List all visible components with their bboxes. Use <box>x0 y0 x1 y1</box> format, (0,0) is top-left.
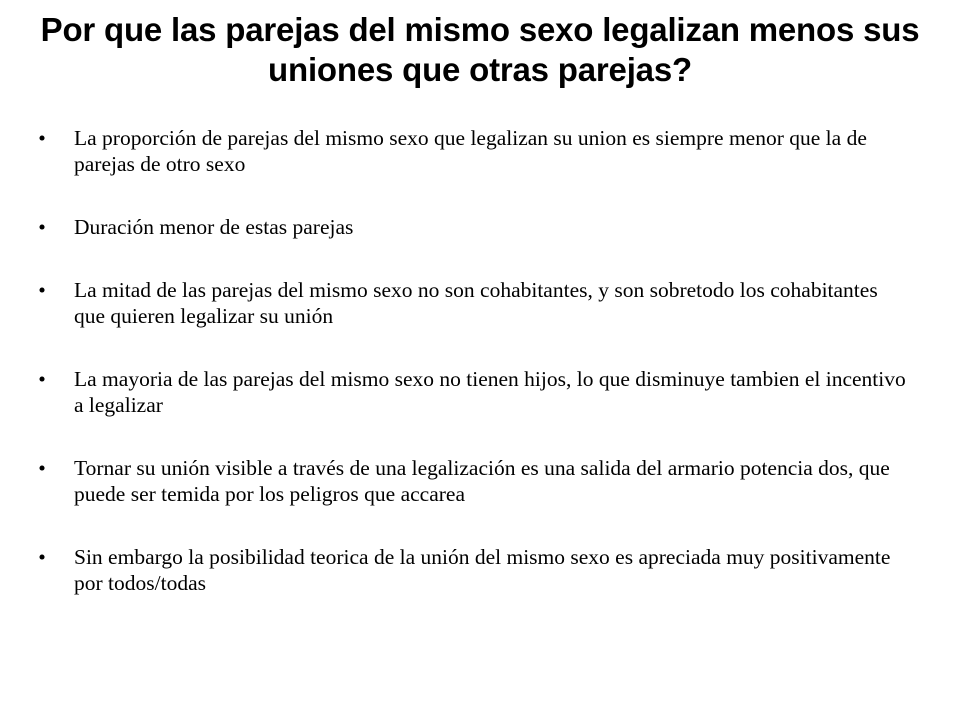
bullet-text-5: Tornar su unión visible a través de una legalización es una salida del armario potencia dos, que puede ser temida por los peligros que accarea <box>74 456 890 506</box>
bullet-text-4: La mayoria de las parejas del mismo sexo no tienen hijos, lo que disminuye tambien el incentivo a legalizar <box>74 367 906 417</box>
bullet-item-5 <box>32 455 912 507</box>
bullet-text-1: La proporción de parejas del mismo sexo que legalizan su union es siempre menor que la de parejas de otro sexo <box>74 126 867 176</box>
bullet-dot: • <box>38 126 46 150</box>
bullet-item-2 <box>32 214 912 240</box>
bullet-item-6 <box>32 544 912 596</box>
bullet-dot: • <box>38 278 46 302</box>
bullet-dot: • <box>38 367 46 391</box>
bullet-dot: • <box>38 545 46 569</box>
bullet-item-1 <box>32 125 912 177</box>
slide-title: Por que las parejas del mismo sexo legalizan menos sus uniones que otras parejas? <box>40 11 920 88</box>
bullet-text-2: Duración menor de estas parejas <box>74 215 354 239</box>
bullet-text-6: Sin embargo la posibilidad teorica de la unión del mismo sexo es apreciada muy positivamente por todos/todas <box>74 545 891 595</box>
bullet-text-3: La mitad de las parejas del mismo sexo no son cohabitantes, y son sobretodo los cohabitantes que quieren legalizar su unión <box>74 278 878 328</box>
bullet-dot: • <box>38 215 46 239</box>
bullet-item-4 <box>32 366 912 418</box>
bullet-dot: • <box>38 456 46 480</box>
bullet-item-3 <box>32 277 912 329</box>
bullet-list <box>32 125 912 633</box>
